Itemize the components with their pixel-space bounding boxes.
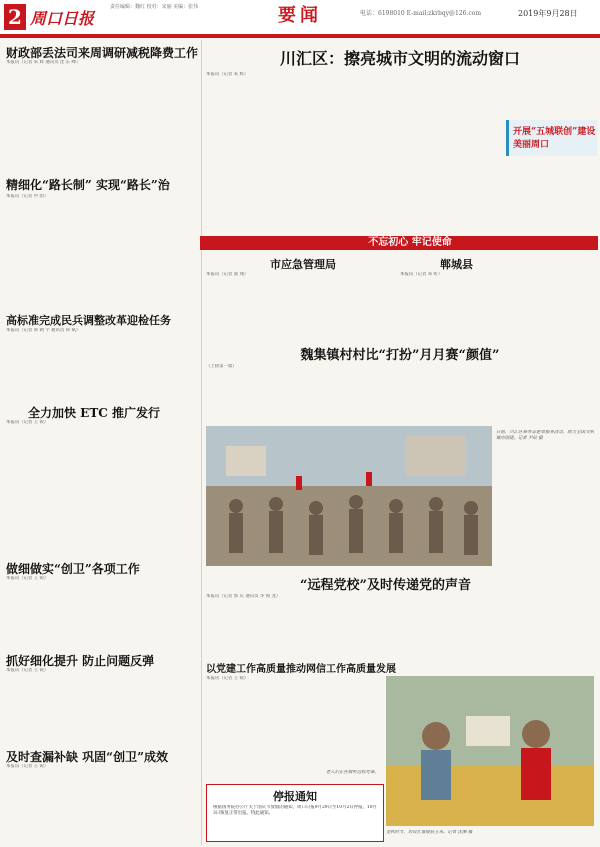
body-emergency-2 (300, 272, 394, 338)
headline-emergency: 市应急管理局 (270, 258, 336, 271)
headline-road: 精细化“路长制” 实现“路长”治 (6, 178, 170, 192)
body-chuanhui-5 (506, 160, 594, 224)
body-remote-2 (306, 594, 402, 652)
headline-prevent: 抓好细化提升 防止问题反弹 (6, 654, 155, 668)
body-chuanhui-1: 本报讯（记者 朱 辉） (206, 72, 249, 77)
body-dancheng-1: 本报讯（记者 邓 昕） (400, 272, 443, 277)
column-divider (201, 40, 202, 845)
page-number: 2 (4, 4, 26, 30)
body-prevent-2 (104, 668, 199, 734)
notice-body: 根据国务院办公厅关于国庆节放假的通知，周口日报9月29日至10月2日停报，10月3日恢复正常出报。特此通知。 (213, 805, 377, 817)
body-patch: 本报讯（记者 王 锐） (6, 764, 49, 769)
headline-netinfo: 以党建工作高质量推动网信工作高质量发展 (206, 664, 396, 675)
body-chuangwei-2 (104, 576, 199, 642)
photo2-caption: 金秋时节，农民忙着收获玉米。记者 沈湘 摄 (386, 830, 473, 835)
slogan-box (506, 120, 597, 156)
headline-chuanhui: 川汇区：擦亮城市文明的流动窗口 (279, 49, 520, 68)
body-weiji-1: （上接第一版） (206, 364, 237, 369)
body-remote-4 (506, 594, 594, 652)
body-militia-2 (104, 328, 199, 394)
body-patch-2 (104, 764, 199, 842)
body-weiji-4 (506, 364, 594, 422)
photo-harvest-illustration (386, 676, 594, 826)
contact-info: 电话：6198010 E-mail:zkrbqy@126.com (360, 10, 482, 17)
body-remote-3 (406, 594, 502, 652)
body-road-2 (104, 194, 199, 304)
headline-etc: 全力加快 ETC 推广发行 (28, 406, 160, 420)
body-etc: 本报讯（记者 王 锐） (6, 420, 49, 425)
body-chuanhui-4 (506, 72, 594, 116)
headline-chuangwei: 做细做实“创卫”各项工作 (6, 562, 140, 576)
notice-title: 停报通知 (273, 790, 317, 803)
headline-finance: 财政部丢法司来周调研减税降费工作 (6, 46, 199, 60)
slogan-text: 开展“五城联创”建设美丽周口 (513, 127, 596, 150)
body-chuanhui-3 (406, 72, 502, 222)
headline-patch: 及时查漏补缺 巩固“创卫”成效 (6, 750, 168, 764)
harvest-photo (386, 676, 594, 826)
headline-remote-school: “远程党校”及时传递党的声音 (300, 578, 471, 593)
notice-box (206, 784, 384, 842)
body-finance: 本报讯（记者 朱 辉 通讯员 沈 东 峰） (6, 60, 81, 65)
issue-date: 2019年9月28日 (518, 9, 578, 18)
body-weiji-3 (406, 364, 502, 422)
headline-weiji: 魏集镇村村比“打扮”月月赛“颜值” (300, 348, 500, 363)
photo3-caption: 老人们正在收听远程党课。 (326, 770, 379, 775)
photo1-caption: 日前，川汇区举办志愿者服务活动，助力全国文明城市创建。记者 尹辰 摄 (496, 430, 594, 442)
body-netinfo-2 (266, 676, 322, 776)
body-etc-2 (104, 420, 199, 540)
body-weiji-2 (306, 364, 402, 422)
body-emergency-1: 本报讯（记者 翟 翔） (206, 272, 249, 277)
body-chuanhui-2 (306, 72, 402, 222)
body-remote-1: 本报讯（记者 郭 庆 通讯员 李 海 龙） (206, 594, 281, 599)
campaign-title: 不忘初心 牢记使命 (368, 237, 452, 248)
body-netinfo-3 (326, 676, 382, 776)
paper-name: 周口日报 (30, 9, 95, 28)
section-title: 要闻 (278, 5, 322, 26)
body-finance-2 (104, 60, 199, 160)
editor-info: 责任编辑：魏红 校对：宋丽 美编：张伟 (110, 4, 199, 10)
body-prevent: 本报讯（记者 王 锐） (6, 668, 49, 673)
headline-dancheng: 郸城县 (440, 258, 473, 271)
masthead-rule (0, 36, 600, 38)
headline-militia: 高标准完成民兵调整改革迎检任务 (6, 314, 171, 327)
body-chuangwei: 本报讯（记者 王 锐） (6, 576, 49, 581)
body-netinfo-1: 本报讯（记者 王 锐） (206, 676, 249, 681)
photo-crowd-illustration (206, 426, 492, 566)
volunteer-photo (206, 426, 492, 566)
body-road: 本报讯（记者 申 韵） (6, 194, 49, 199)
body-dancheng-2 (498, 272, 594, 338)
body-militia: 本报讯（记者 邢 朝 宇 通讯员 孙 斌） (6, 328, 81, 333)
